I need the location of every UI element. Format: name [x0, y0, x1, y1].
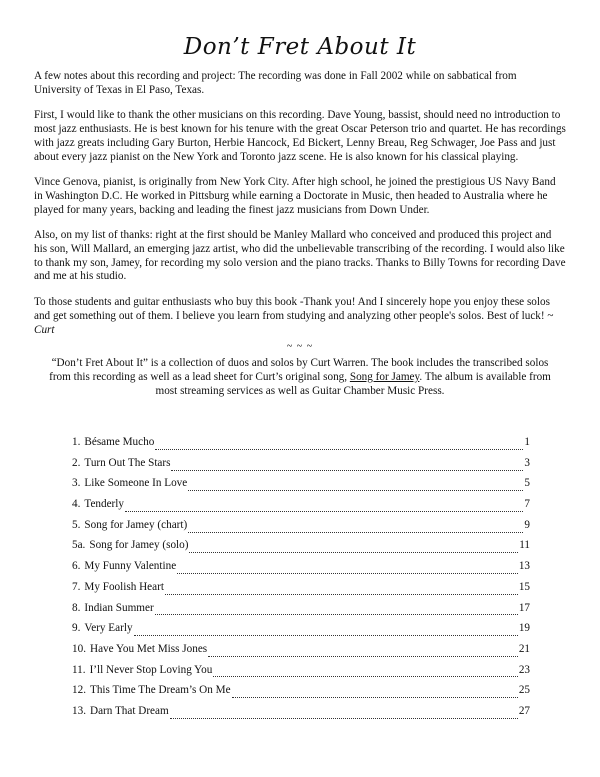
toc-leader-dots [171, 470, 523, 471]
toc-item-title: Indian Summer [84, 601, 154, 614]
toc-leader-dots [134, 635, 518, 636]
body-text [34, 70, 566, 398]
toc-item-title: Very Early [84, 622, 133, 635]
toc-item [72, 519, 530, 540]
description-text-2: . The album is available from most streaming services as well as Guitar Chamber Music Press. [155, 370, 551, 397]
toc-item-title: Song for Jamey (chart) [84, 518, 188, 531]
description-text-1: “Don’t Fret About It” is a collection of duos and solos by Curt Warren. The book includes the transcribed solos from this recording as well as a lead sheet for Curt’s original song, [49, 357, 549, 383]
signature: Curt [34, 323, 55, 336]
toc-item-page: 21 [518, 642, 530, 655]
toc-item-page: 17 [518, 601, 530, 614]
toc-leader-dots [170, 718, 518, 719]
toc-leader-dots [165, 594, 518, 595]
song-for-jamey-link[interactable]: Song for Jamey [349, 370, 420, 383]
toc-item-number: 3. [72, 477, 81, 490]
intro-paragraph: A few notes about this recording and project: The recording was done in Fall 2002 while on sabbatical from University of Texas in El Paso, Texas. [34, 70, 517, 96]
toc-item-page: 23 [518, 663, 530, 676]
toc-item-page: 11 [519, 539, 530, 552]
toc-leader-dots [188, 532, 523, 533]
toc-item-title: Like Someone In Love [84, 477, 188, 490]
toc-item-number: 5. [72, 518, 81, 531]
toc-item-number: 11. [72, 663, 86, 676]
toc-item-number: 4. [72, 498, 81, 511]
separator: ~ ~ ~ [286, 341, 314, 353]
toc-item-number: 10. [72, 642, 86, 655]
toc-item-page: 25 [518, 684, 530, 697]
toc-item-page: 13 [518, 560, 530, 573]
toc-item-page: 7 [524, 498, 530, 511]
thanks-paragraph: Also, on my list of thanks: right at the first should be Manley Mallard who conceived and produced this project and his son, Will Mallard, an emerging jazz artist, who did the unbelievable transcribing of the recording. I would also like to thank my son, Jamey, for recording my solo version and the piano tracks. Thanks to Billy Towns for recording Dave and me at his studio. [34, 229, 566, 283]
toc-item [72, 436, 530, 457]
toc-item-number: 12. [72, 684, 86, 697]
toc-item-number: 13. [72, 704, 86, 717]
toc-item-page: 9 [524, 518, 530, 531]
toc-item [72, 664, 530, 685]
toc-item-title: My Foolish Heart [84, 580, 164, 593]
toc-item-number: 1. [72, 436, 81, 448]
description-paragraph [34, 357, 566, 398]
toc-item-title: Bésame Mucho [84, 436, 155, 448]
musicians-paragraph: First, I would like to thank the other musicians on this recording. Dave Young, bassist, should need no introduction to most jazz enthusiasts. He is best known for his tenure with the great Oscar Peterson trio and quartet. He has recordings with jazz greats including Gary Burton, Herbie Hancock, Ed Bickert, Lenny Breau, Reg Schwager, Joe Pass and just about every jazz pianist on the New York and Toronto jazz scene. He is also known for his classical playing. [34, 109, 566, 163]
toc-item-page: 19 [518, 622, 530, 635]
vince-paragraph: Vince Genova, pianist, is originally from New York City. After high school, he joined the prestigious US Navy Band in Washington D.C. He worked in Pittsburg while earning a Doctorate in Music, then headed to Australia where he played for many years, backing and leading the finest jazz musicians from Down Under. [34, 176, 556, 216]
toc-item-page: 3 [524, 456, 530, 469]
toc-item-page: 27 [518, 704, 530, 717]
toc-item-number: 2. [72, 456, 81, 469]
page-title: Don’t Fret About It [183, 34, 417, 60]
toc-item [72, 581, 530, 602]
toc-item-title: Turn Out The Stars [84, 456, 171, 469]
toc-item [72, 539, 530, 560]
toc-item-number: 7. [72, 580, 81, 593]
toc-leader-dots [213, 676, 517, 677]
toc-item-number: 6. [72, 560, 81, 573]
toc-leader-dots [177, 573, 518, 574]
toc-leader-dots [155, 449, 523, 450]
toc-leader-dots [208, 656, 518, 657]
toc-item-title: I’ll Never Stop Loving You [89, 663, 213, 676]
toc-item-number: 9. [72, 622, 81, 635]
toc-leader-dots [189, 552, 518, 553]
toc-item-title: Song for Jamey (solo) [89, 539, 189, 552]
toc-item [72, 477, 530, 498]
toc-item-number: 5a. [72, 539, 86, 552]
toc-item-title: This Time The Dream’s On Me [89, 684, 231, 697]
toc-item [72, 643, 530, 664]
toc-item-page: 5 [524, 477, 530, 490]
toc-leader-dots [155, 614, 518, 615]
toc-item-title: My Funny Valentine [84, 560, 177, 573]
toc-item-page: 1 [524, 436, 530, 448]
toc-item [72, 602, 530, 623]
toc-leader-dots [232, 697, 518, 698]
toc-item-title: Have You Met Miss Jones [89, 642, 208, 655]
table-of-contents [72, 436, 530, 726]
toc-leader-dots [188, 490, 523, 491]
toc-item-page: 15 [518, 580, 530, 593]
students-text: To those students and guitar enthusiasts who buy this book -Thank you! And I sincerely hope you enjoy these solos and get something out of them. I believe you learn from studying and analyzing other people's solos. Best of luck! ~ [34, 296, 554, 322]
toc-item [72, 684, 530, 705]
toc-item-title: Tenderly [84, 498, 124, 511]
toc-item [72, 622, 530, 643]
toc-item-title: Darn That Dream [89, 704, 169, 717]
toc-item-number: 8. [72, 601, 81, 614]
toc-item [72, 560, 530, 581]
toc-item [72, 498, 530, 519]
toc-leader-dots [125, 511, 523, 512]
toc-item [72, 457, 530, 478]
students-paragraph [34, 296, 566, 337]
toc-item [72, 705, 530, 726]
